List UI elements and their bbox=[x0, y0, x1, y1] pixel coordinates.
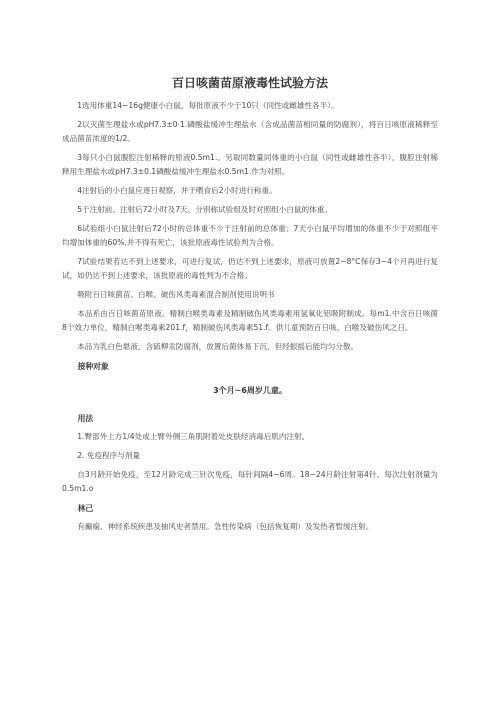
paragraph: 4注射后的小白鼠应逐日观察，并于喂食后2小时进行称重。 bbox=[77, 186, 277, 195]
section-label-usage: 用法 bbox=[77, 414, 94, 423]
paragraph: 吸附百日咳菌苗、白喉、破伤风类毒素混合制剂使用说明书 bbox=[77, 290, 275, 299]
paragraph: 本品为乳白色悬液，含硫柳汞防腐剂，放置后菌体易下沉，但经振摇后能均匀分散。 bbox=[77, 342, 359, 351]
document-title: 百日咳菌苗原液毒性试验方法 bbox=[171, 76, 328, 90]
paragraph: 1选用体重14~16g健康小白鼠，每批原液不少于10只（同性或雌雄性各半）。 bbox=[77, 101, 339, 110]
paragraph: 有癫痫、神经系统疾患及抽风史者禁用。急性传染病（包括恢复期）及发热者暂缓注射。 bbox=[77, 522, 374, 531]
paragraph: 6试验组小白鼠注射后72小时的总体重不少于注射前的总体重；7天小白鼠平均增加的体重不少于对照组平均增加体重的60%,并不得有死亡，该批原液毒性试验判为合格。 bbox=[62, 224, 438, 247]
paragraph: 3每只小白鼠腹腔注射稀释的原液0.5m1.。另取同数量同体重的小白鼠（同性或雌雄性各半），腹腔注射稀释用生理盐水或pH7.3±0.1磷酸盐缓冲生理盐水0.5m1.作为对照。 bbox=[62, 153, 438, 176]
paragraph: 本品系由百日咳菌苗原液、精制白喉类毒素及精制破伤风类毒素用氢氧化铝吸附制成。每m1.中含百日咳菌8个效力单位，精制白喉类毒素201.f，精制破伤风类毒素51.f。供儿童预防百日咳、白喉及破伤风之日。 bbox=[62, 309, 438, 332]
paragraph: 1.臀部外上方1/4处或上臂外侧三角肌附着处皮肤经消毒后肌内注射。 bbox=[77, 432, 310, 441]
paragraph: 2. 免疫程序与剂量 bbox=[77, 451, 141, 460]
paragraph: 7试验结果若达不到上述要求，可进行复试，仍达不到上述要求，原液可放置2~8°C保存3~4个月再进行复试，如仍达不到上述要求，该批原液的毒性判为不合格。 bbox=[62, 257, 438, 280]
document-body bbox=[62, 99, 438, 534]
section-label-contraindication: 林己 bbox=[77, 504, 94, 513]
target-age-range: 3个月~6周岁儿童。 bbox=[213, 386, 287, 395]
section-label-target: 接种对象 bbox=[77, 362, 109, 371]
paragraph: 5于注射前、注射后72小时及7天，分别称试验组及时对照组小白鼠的体重。 bbox=[77, 205, 332, 214]
paragraph: 2以灭菌生理盐水或pH7.3±0·1.磷酸盐缓冲生理盐水（含成品菌苗相同量的防腐剂），将百日咳原液稀释至成品菌苗浓度的1/2。 bbox=[62, 120, 438, 143]
paragraph: 自3月龄开始免疫，至12月龄完成三针次免疫，每针间隔4~6周。18~24月龄注射第4针。每次注射剂量为0.5m1.o bbox=[62, 470, 438, 493]
